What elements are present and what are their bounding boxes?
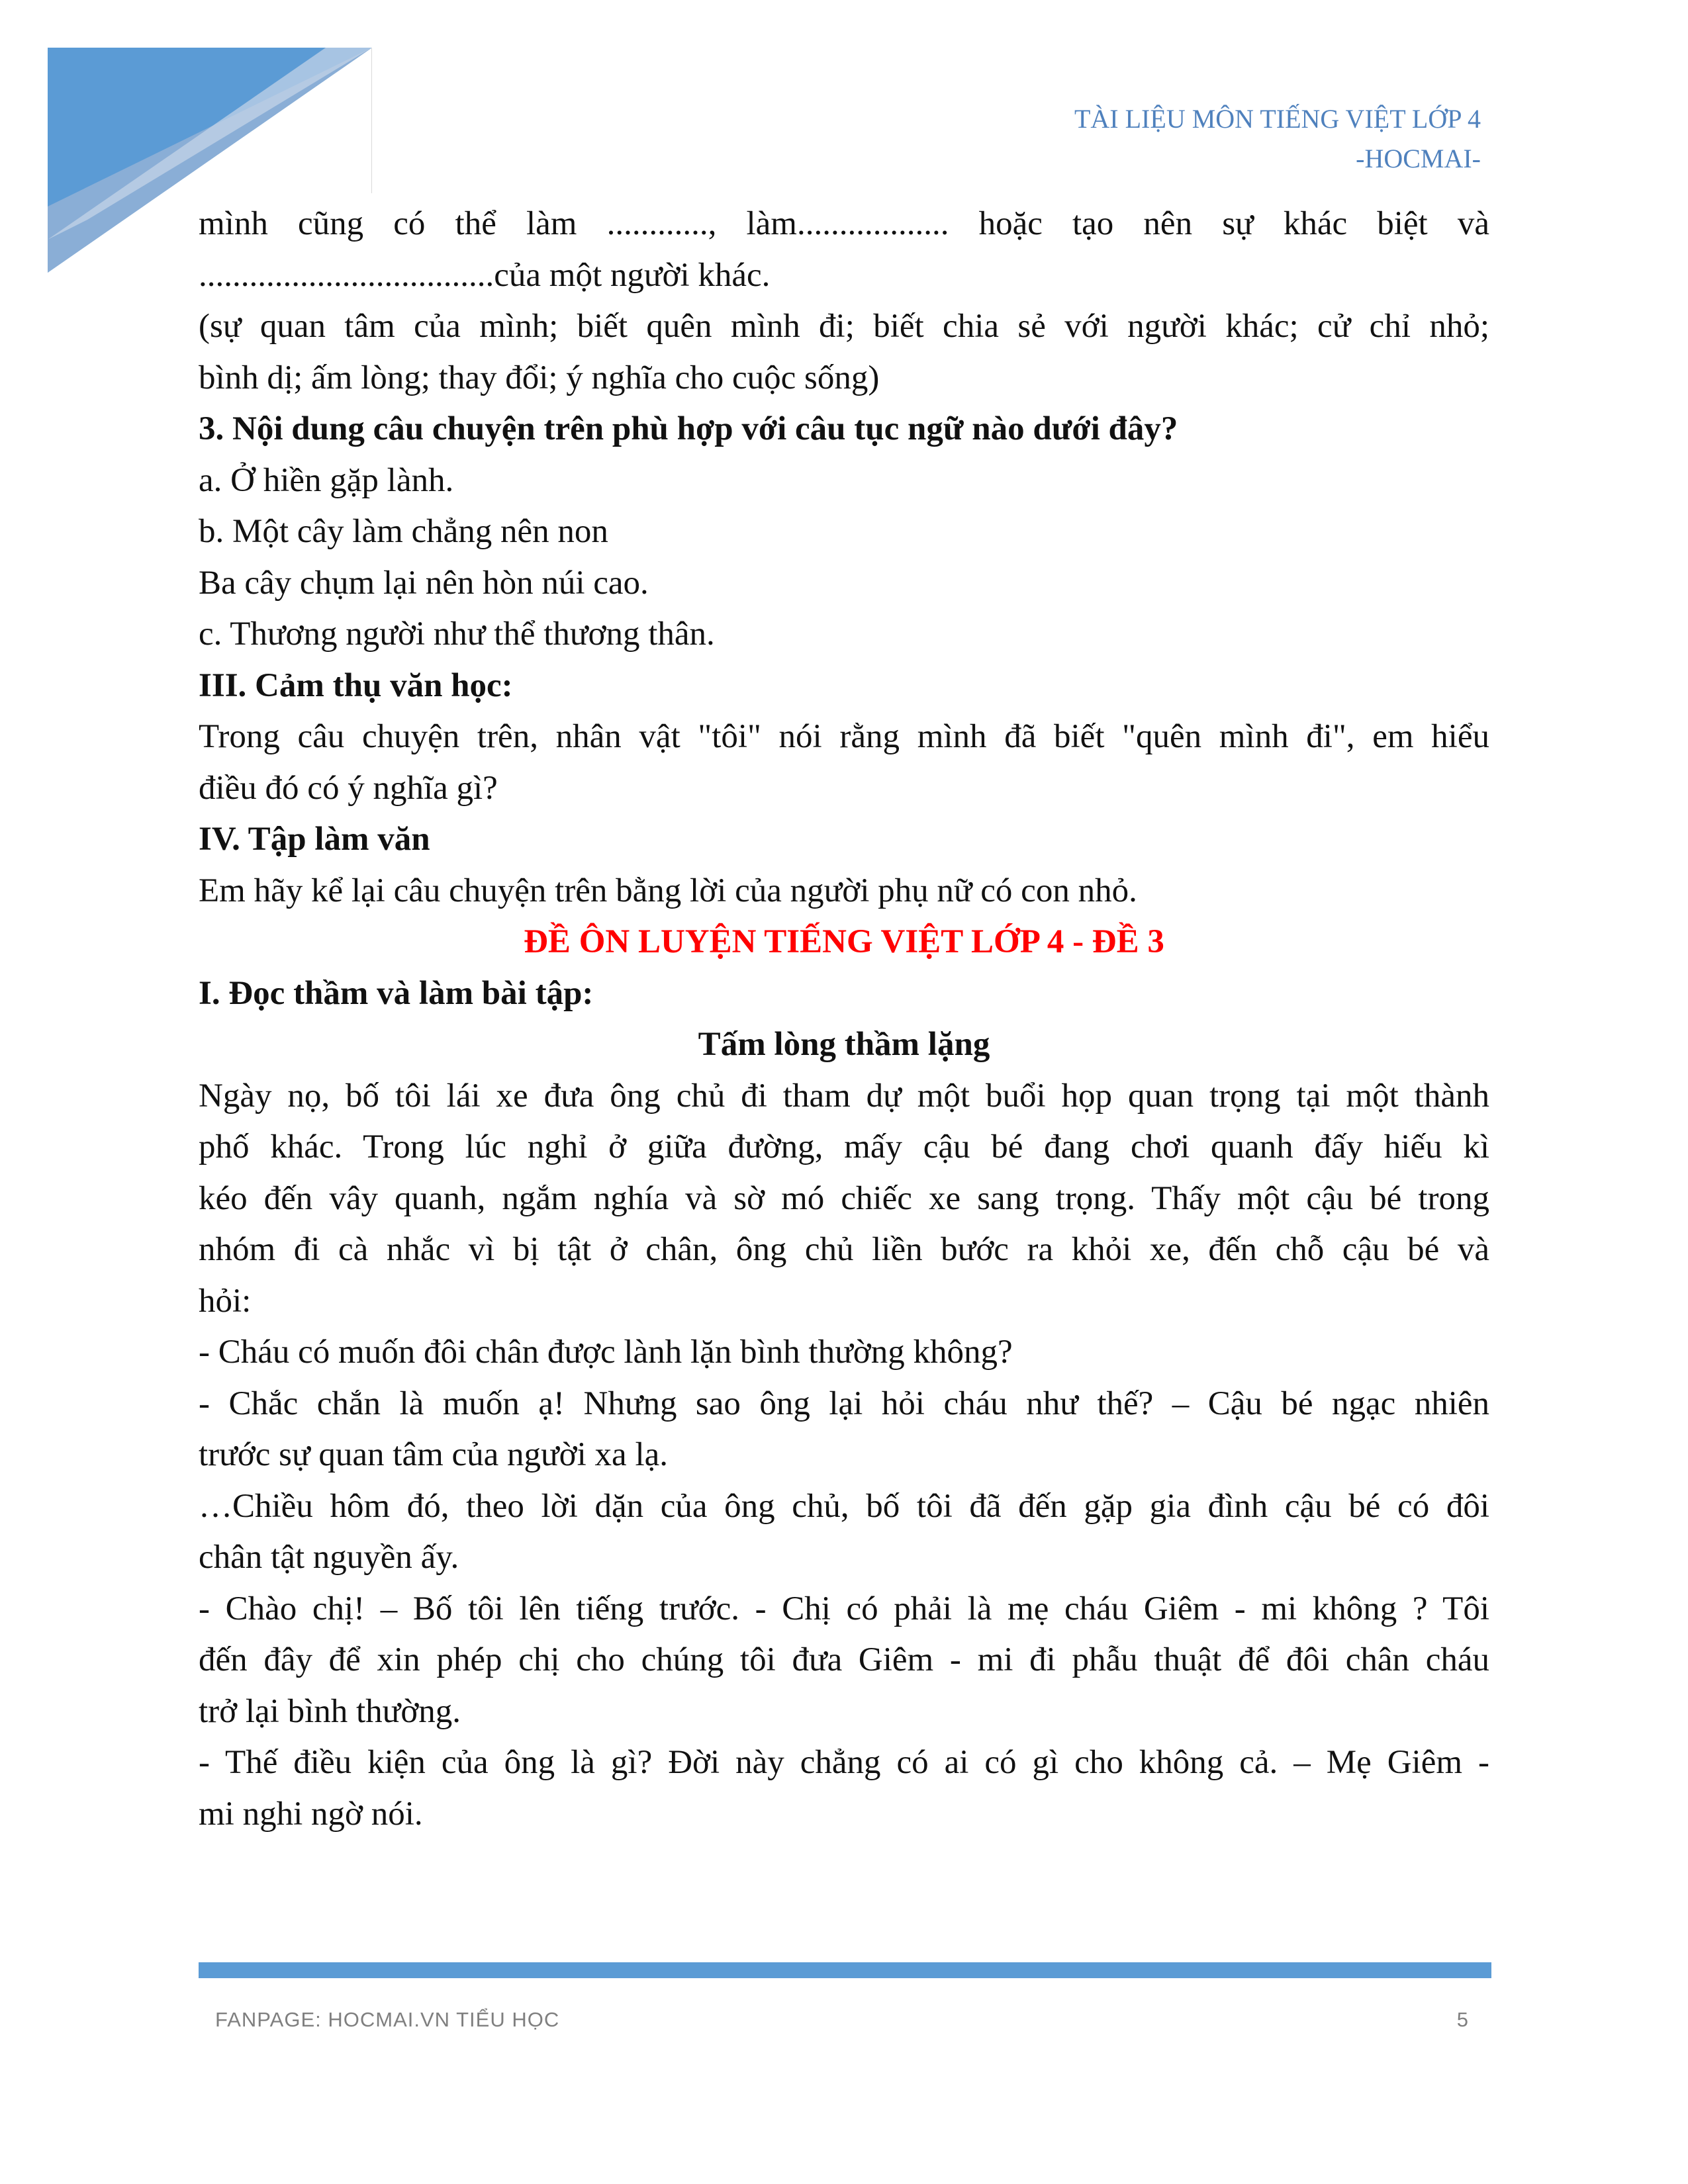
story-line: - Chào chị! – Bố tôi lên tiếng trước. - Chị có phải là mẹ cháu Giêm - mi không ? Tôi: [199, 1590, 1489, 1627]
answer-option-a: a. Ở hiền gặp lành.: [199, 461, 454, 499]
header-title: TÀI LIỆU MÔN TIẾNG VIỆT LỚP 4: [1074, 104, 1481, 134]
answer-option-b-continued: Ba cây chụm lại nên hòn núi cao.: [199, 564, 649, 602]
footer-divider: [199, 1962, 1491, 1978]
section-text: Trong câu chuyện trên, nhân vật "tôi" nói rằng mình đã biết "quên mình đi", em hiểu: [199, 718, 1489, 755]
story-line: hỏi:: [199, 1282, 252, 1320]
page-header: [1074, 99, 1481, 179]
question-3: 3. Nội dung câu chuyện trên phù hợp với câu tục ngữ nào dưới đây?: [199, 410, 1178, 447]
exam-title: ĐỀ ÔN LUYỆN TIẾNG VIỆT LỚP 4 - ĐỀ 3: [524, 923, 1164, 960]
fill-in-line: ...................................của một người khác.: [199, 256, 771, 294]
story-line: chân tật nguyền ấy.: [199, 1539, 459, 1576]
story-line: - Chắc chắn là muốn ạ! Nhưng sao ông lại hỏi cháu như thế? – Cậu bé ngạc nhiên: [199, 1385, 1489, 1422]
story-line: Ngày nọ, bố tôi lái xe đưa ông chủ đi tham dự một buổi họp quan trọng tại một thành: [199, 1077, 1489, 1115]
fill-in-line: mình cũng có thể làm ............, làm.................. hoặc tạo nên sự khác biệt và: [199, 205, 1489, 242]
word-options: bình dị; ấm lòng; thay đổi; ý nghĩa cho cuộc sống): [199, 359, 880, 396]
page-number: 5: [1456, 2008, 1468, 2031]
section-heading: IV. Tập làm văn: [199, 821, 430, 858]
story-line: - Cháu có muốn đôi chân được lành lặn bình thường không?: [199, 1334, 1013, 1371]
section-heading: III. Cảm thụ văn học:: [199, 666, 513, 704]
footer-fanpage: FANPAGE: HOCMAI.VN TIỂU HỌC: [215, 2008, 560, 2031]
story-line: - Thế điều kiện của ông là gì? Đời này chẳng có ai có gì cho không cả. – Mẹ Giêm -: [199, 1744, 1489, 1781]
story-line: trở lại bình thường.: [199, 1692, 461, 1730]
answer-option-c: c. Thương người như thể thương thân.: [199, 615, 715, 653]
story-title: Tấm lòng thầm lặng: [698, 1026, 990, 1063]
word-options: (sự quan tâm của mình; biết quên mình đi; biết chia sẻ với người khác; cử chỉ nhỏ;: [199, 308, 1489, 345]
story-line: nhóm đi cà nhắc vì bị tật ở chân, ông chủ liền bước ra khỏi xe, đến chỗ cậu bé và: [199, 1231, 1489, 1268]
story-line: kéo đến vây quanh, ngắm nghía và sờ mó chiếc xe sang trọng. Thấy một cậu bé trong: [199, 1179, 1489, 1217]
story-line: …Chiều hôm đó, theo lời dặn của ông chủ, bố tôi đã đến gặp gia đình cậu bé có đôi: [199, 1487, 1489, 1525]
story-line: đến đây để xin phép chị cho chúng tôi đưa Giêm - mi đi phẫu thuật để đôi chân cháu: [199, 1641, 1489, 1678]
section-heading: I. Đọc thầm và làm bài tập:: [199, 974, 594, 1012]
story-line: trước sự quan tâm của người xa lạ.: [199, 1436, 668, 1473]
story-line: mi nghi ngờ nói.: [199, 1795, 423, 1833]
answer-option-b: b. Một cây làm chẳng nên non: [199, 513, 608, 550]
section-text: điều đó có ý nghĩa gì?: [199, 769, 498, 807]
header-brand: -HOCMAI-: [1356, 144, 1481, 173]
section-text: Em hãy kể lại câu chuyện trên bằng lời của người phụ nữ có con nhỏ.: [199, 872, 1137, 909]
document-body: [199, 199, 1489, 1840]
story-line: phố khác. Trong lúc nghỉ ở giữa đường, mấy cậu bé đang chơi quanh đấy hiếu kì: [199, 1128, 1489, 1165]
